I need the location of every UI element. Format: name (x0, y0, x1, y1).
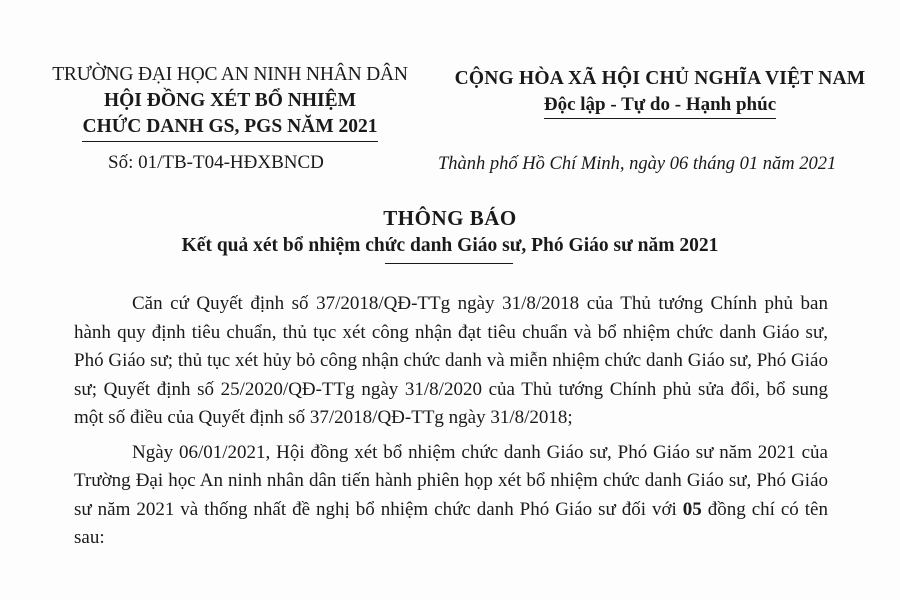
document-subtitle: Kết quả xét bổ nhiệm chức danh Giáo sư, Phó Giáo sư năm 2021 (181, 235, 719, 256)
country-name: CỘNG HÒA XÃ HỘI CHỦ NGHĨA VIỆT NAM (454, 68, 866, 89)
document-title-block (0, 204, 900, 260)
paragraph-2-text-start: Ngày 06/01/2021, Hội đồng xét bổ nhiệm chức danh Giáo sư, Phó Giáo sư năm 2021 của Trường Đại học An ninh nhân dân tiến hành phiên họp xét bổ nhiệm chức danh Giáo sư, Phó Giáo sư năm 2021 và thống nhất đề nghị bổ nhiệm chức danh Phó Giáo sư đối với (74, 441, 828, 520)
council-name-line1: HỘI ĐỒNG XÉT BỔ NHIỆM (103, 90, 357, 111)
national-motto: Độc lập - Tự do - Hạnh phúc (544, 92, 776, 119)
title-divider (385, 263, 513, 264)
organization-name: TRƯỜNG ĐẠI HỌC AN NINH NHÂN DÂN (52, 64, 408, 85)
national-header (440, 66, 880, 119)
document-body (74, 290, 828, 553)
document-number: Số: 01/TB-T04-HĐXBNCD (108, 152, 324, 173)
place-and-date: Thành phố Hồ Chí Minh, ngày 06 tháng 01 năm 2021 (438, 154, 837, 174)
paragraph-2-text-end: đồng chí có tên sau: (74, 498, 828, 548)
council-name-line2: CHỨC DANH GS, PGS NĂM 2021 (82, 114, 377, 142)
candidate-count: 05 (682, 498, 702, 520)
document-title: THÔNG BÁO (383, 206, 517, 230)
body-paragraph-1: Căn cứ Quyết định số 37/2018/QĐ-TTg ngày 31/8/2018 của Thủ tướng Chính phủ ban hành quy định tiêu chuẩn, thủ tục xét công nhận đạt tiêu chuẩn và bổ nhiệm chức danh Giáo sư, Phó Giáo sư; thủ tục xét hủy bỏ công nhận chức danh và miễn nhiệm chức danh Giáo sư, Phó Giáo sư; Quyết định số 25/2020/QĐ-TTg ngày 31/8/2020 của Thủ tướng Chính phủ sửa đổi, bổ sung một số điều của Quyết định số 37/2018/QĐ-TTg ngày 31/8/2018; (74, 293, 828, 428)
issuing-authority (50, 62, 410, 142)
body-paragraph-2 (74, 439, 828, 553)
